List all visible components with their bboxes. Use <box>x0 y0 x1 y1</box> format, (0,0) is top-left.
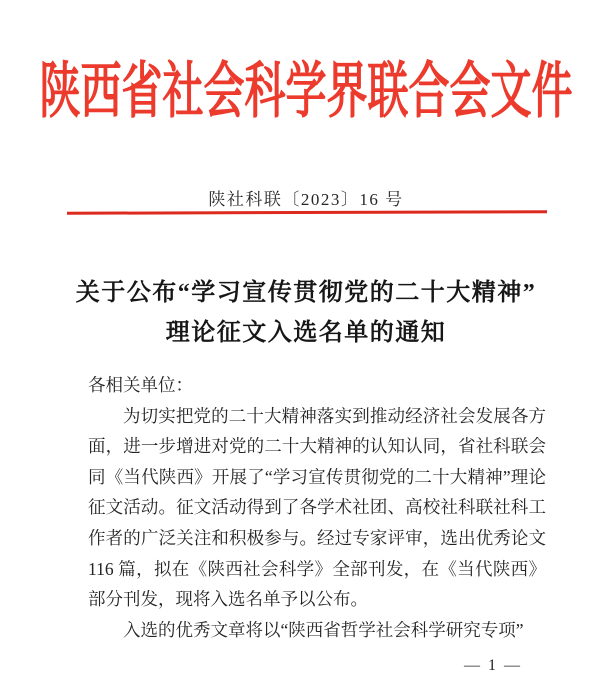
document-title-line-2: 理论征文入选名单的通知 <box>165 320 447 346</box>
document-title-line-1: 关于公布“学习宣传贯彻党的二十大精神” <box>75 280 537 306</box>
red-divider-line <box>67 210 547 215</box>
document-title <box>0 273 612 353</box>
document-number: 陕社科联〔2023〕16 号 <box>208 190 404 209</box>
document-body <box>88 370 546 645</box>
salutation: 各相关单位： <box>88 375 193 395</box>
page-number: — 1 — <box>464 657 522 674</box>
body-paragraph-2: 入选的优秀文章将以“陕西省哲学社会科学研究专项” <box>123 619 524 640</box>
red-masthead-title: 陕西省社会科学界联合会文件 <box>39 56 573 125</box>
body-paragraph-1: 为切实把党的二十大精神落实到推动经济社会发展各方面，进一步增进对党的二十大精神的认知认同，省社科联会同《当代陕西》开展了“学习宣传贯彻党的二十大精神”理论征文活动。征文活动得到了各学术社团、高校社科联社科工作者的广泛关注和积极参与。经过专家评审，选出优秀论文 116 篇，拟在《陕西社会科学》全部刊发，在《当代陕西》部分刊发，现将入选名单予以公布。 <box>88 405 546 610</box>
